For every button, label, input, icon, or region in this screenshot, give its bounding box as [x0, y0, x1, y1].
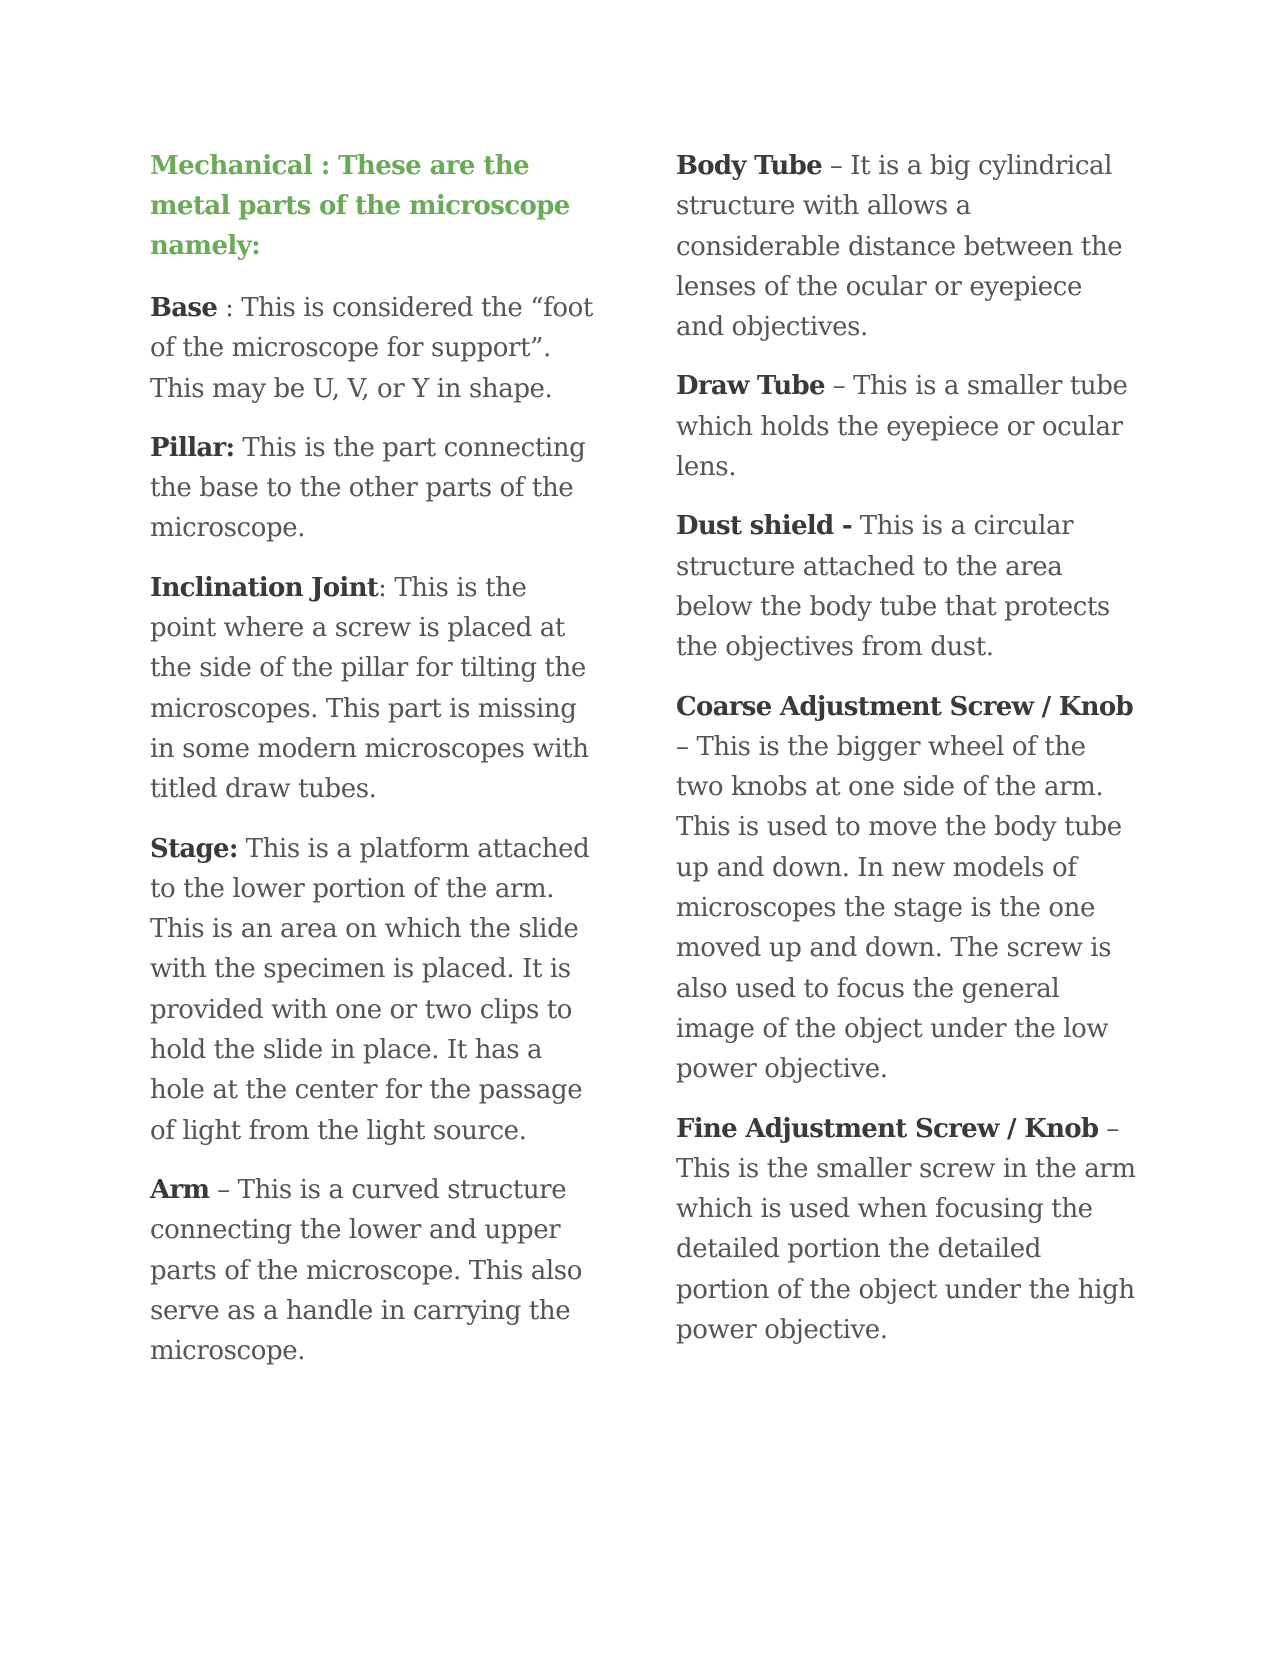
part-separator: : [378, 572, 395, 603]
part-inclination-joint [150, 568, 600, 810]
part-term: Coarse Adjustment Screw / Knob [676, 691, 1133, 722]
part-term: Pillar: [150, 432, 235, 463]
part-separator [852, 511, 860, 541]
part-description: This is the point where a screw is placed at the side of the pillar for tilting the microscopes. This part is missing in some modern microscopes with titled draw tubes. [150, 572, 589, 805]
right-column [676, 146, 1136, 1369]
part-description: This is the part connecting the base to the other parts of the microscope. [150, 432, 586, 544]
part-arm [150, 1170, 600, 1371]
part-term: Base [150, 293, 218, 323]
part-term: Body Tube [676, 151, 822, 181]
part-body-tube [676, 146, 1136, 347]
part-term: Fine Adjustment Screw / Knob [676, 1113, 1099, 1144]
part-separator: – [1098, 1113, 1119, 1144]
part-term: Stage: [150, 833, 238, 864]
part-description: This is a circular structure attached to the area below the body tube that protects the objectives from dust. [676, 511, 1110, 663]
part-term: Dust shield - [676, 511, 852, 542]
part-description: This is the smaller screw in the arm which is used when focusing the detailed portion the detailed portion of the object under the high power objective. [676, 1153, 1136, 1346]
part-separator [238, 834, 246, 864]
part-separator: – [209, 1174, 238, 1205]
part-base [150, 288, 600, 409]
part-description: This is a curved structure connecting the lower and upper parts of the microscope. This also serve as a handle in carrying the microscope. [150, 1174, 582, 1367]
section-heading: Mechanical : These are the metal parts of the microscope namely: [150, 151, 570, 261]
part-separator: : [217, 293, 242, 323]
part-description: This is a smaller tube which holds the eyepiece or ocular lens. [676, 371, 1128, 483]
part-separator: – [821, 151, 851, 181]
part-separator: – [676, 731, 697, 762]
part-draw-tube [676, 366, 1136, 487]
part-pillar [150, 428, 600, 549]
part-term: Arm [150, 1174, 210, 1205]
part-fine-adjustment [676, 1109, 1136, 1351]
part-description: This is a platform attached to the lower portion of the arm. This is an area on which the slide with the specimen is placed. It is provided with one or two clips to hold the slide in place. It has a hole at the center for the passage of light from the light source. [150, 833, 590, 1146]
part-dust-shield [676, 506, 1136, 667]
part-term: Inclination Joint [150, 572, 379, 603]
part-coarse-adjustment [676, 687, 1136, 1090]
part-separator: – [824, 371, 854, 402]
part-description: This is the bigger wheel of the two knobs at one side of the arm. This is used to move the body tube up and down. In new models of microscopes the stage is the one moved up and down. The screw is also used to focus the general image of the object under the low power objective. [676, 731, 1122, 1085]
part-term: Draw Tube [676, 371, 825, 402]
part-description: It is a big cylindrical structure with allows a considerable distance between the lenses of the ocular or eyepiece and objectives. [676, 151, 1123, 343]
left-column [150, 146, 600, 1390]
part-stage [150, 829, 600, 1151]
part-description: This is considered the “foot of the microscope for support”. This may be U, V, or Y in shape. [150, 293, 593, 404]
